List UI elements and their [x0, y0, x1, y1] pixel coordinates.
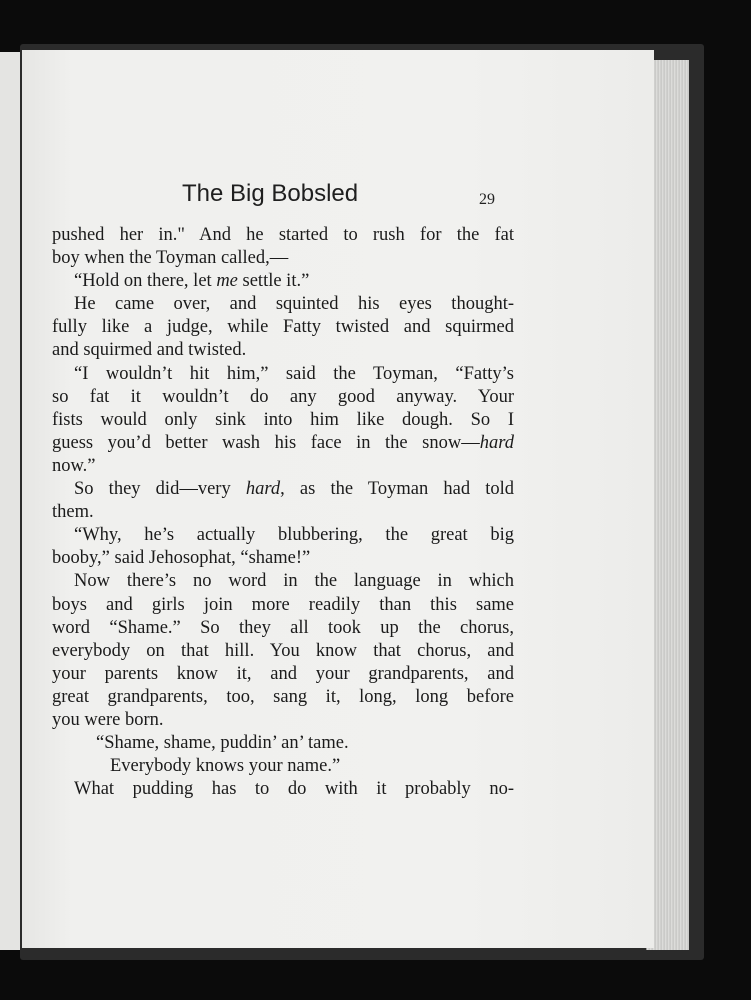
text-line: your parents know it, and your grandparents, and [52, 663, 514, 684]
text-line: “I wouldn’t hit him,” said the Toyman, “Fatty’s [74, 363, 514, 384]
text-line: fists would only sink into him like dough. So I [52, 409, 514, 430]
text-line: He came over, and squinted his eyes thought- [74, 294, 514, 315]
text-line: “Why, he’s actually blubbering, the great big [74, 525, 514, 546]
text-line: and squirmed and twisted. [52, 340, 247, 361]
text-line: great grandparents, too, sang it, long, long before [52, 686, 514, 707]
text-line: everybody on that hill. You know that chorus, and [52, 640, 514, 661]
text-line: word “Shame.” So they all took up the chorus, [52, 617, 514, 638]
text-line: Now there’s no word in the language in which [74, 571, 514, 592]
text-line: boy when the Toyman called,— [52, 248, 289, 269]
chapter-title: The Big Bobsled [182, 180, 359, 207]
verse-line: Everybody knows your name.” [110, 756, 341, 777]
body-text [52, 224, 514, 801]
text-line: fully like a judge, while Fatty twisted and squirmed [52, 317, 514, 338]
text-line: boys and girls join more readily than this same [52, 594, 514, 615]
text-line: guess you’d better wash his face in the snow—hard [52, 432, 514, 453]
text-line: them. [52, 502, 94, 523]
text-line: so fat it wouldn’t do any good anyway. Your [52, 386, 514, 407]
text-line: booby,” said Jehosophat, “shame!” [52, 548, 311, 569]
text-line: pushed her in." And he started to rush for the fat [52, 225, 514, 245]
text-line: “Hold on there, let me settle it.” [74, 271, 310, 292]
verse-line: “Shame, shame, puddin’ an’ tame. [96, 733, 349, 754]
book-page [22, 50, 654, 948]
page-number: 29 [479, 191, 495, 208]
text-line: now.” [52, 455, 96, 476]
previous-page-edge [0, 52, 20, 950]
text-line: What pudding has to do with it probably no- [74, 779, 514, 800]
text-line: you were born. [52, 709, 164, 730]
running-head [22, 180, 654, 214]
text-line: So they did—very hard, as the Toyman had told [74, 479, 514, 500]
